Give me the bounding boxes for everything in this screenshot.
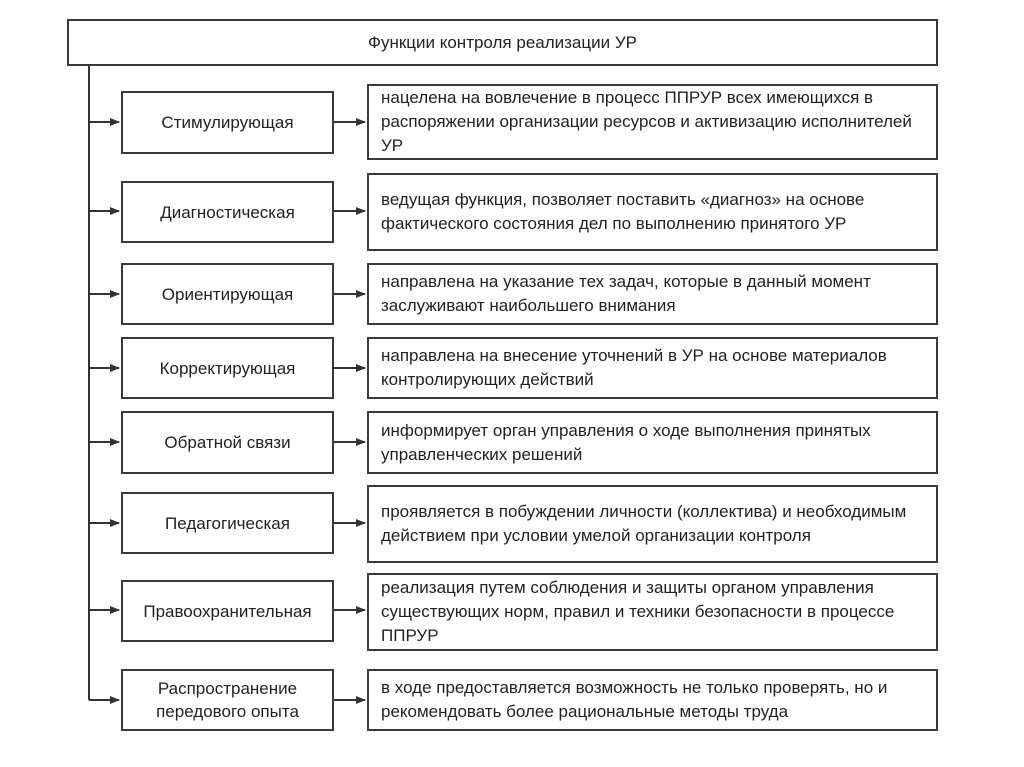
function-box-diagnostic: Диагностическая [121,181,334,243]
description-box-correcting [367,337,938,399]
description-box-orienting [367,263,938,325]
description-text: в ходе предоставляется возможность не только проверять, но и рекомендовать более рациональные методы труда [381,678,888,721]
description-box-diagnostic [367,173,938,251]
function-box-feedback: Обратной связи [121,411,334,474]
description-box-law-enforcement [367,573,938,651]
description-text: нацелена на вовлечение в процесс ППРУР всех имеющихся в распоряжении организации ресурсов и активизацию исполнителей УР [381,88,912,155]
description-text: ведущая функция, позволяет поставить «диагноз» на основе фактического состояния дел по выполнению принятого УР [381,190,865,233]
description-box-stimulating [367,84,938,160]
function-box-pedagogical: Педагогическая [121,492,334,554]
description-box-best-practice [367,669,938,731]
function-box-best-practice: Распространение передового опыта [121,669,334,731]
description-box-feedback [367,411,938,474]
description-text: проявляется в побуждении личности (коллектива) и необходимым действием при условии умелой организации контроля [381,502,907,545]
description-text: реализация путем соблюдения и защиты органом управления существующих норм, правил и техники безопасности в процессе ППРУР [381,578,895,645]
description-text: направлена на указание тех задач, которые в данный момент заслуживают наибольшего внимания [381,272,871,315]
description-text: информирует орган управления о ходе выполнения принятых управленческих решений [381,420,871,464]
function-box-stimulating: Стимулирующая [121,91,334,154]
description-text: направлена на внесение уточнений в УР на основе материалов контролирующих действий [381,346,887,389]
function-box-correcting: Корректирующая [121,337,334,399]
function-box-law-enforcement: Правоохранительная [121,580,334,642]
diagram-title: Функции контроля реализации УР [67,19,938,66]
function-box-orienting: Ориентирующая [121,263,334,325]
description-box-pedagogical [367,485,938,563]
